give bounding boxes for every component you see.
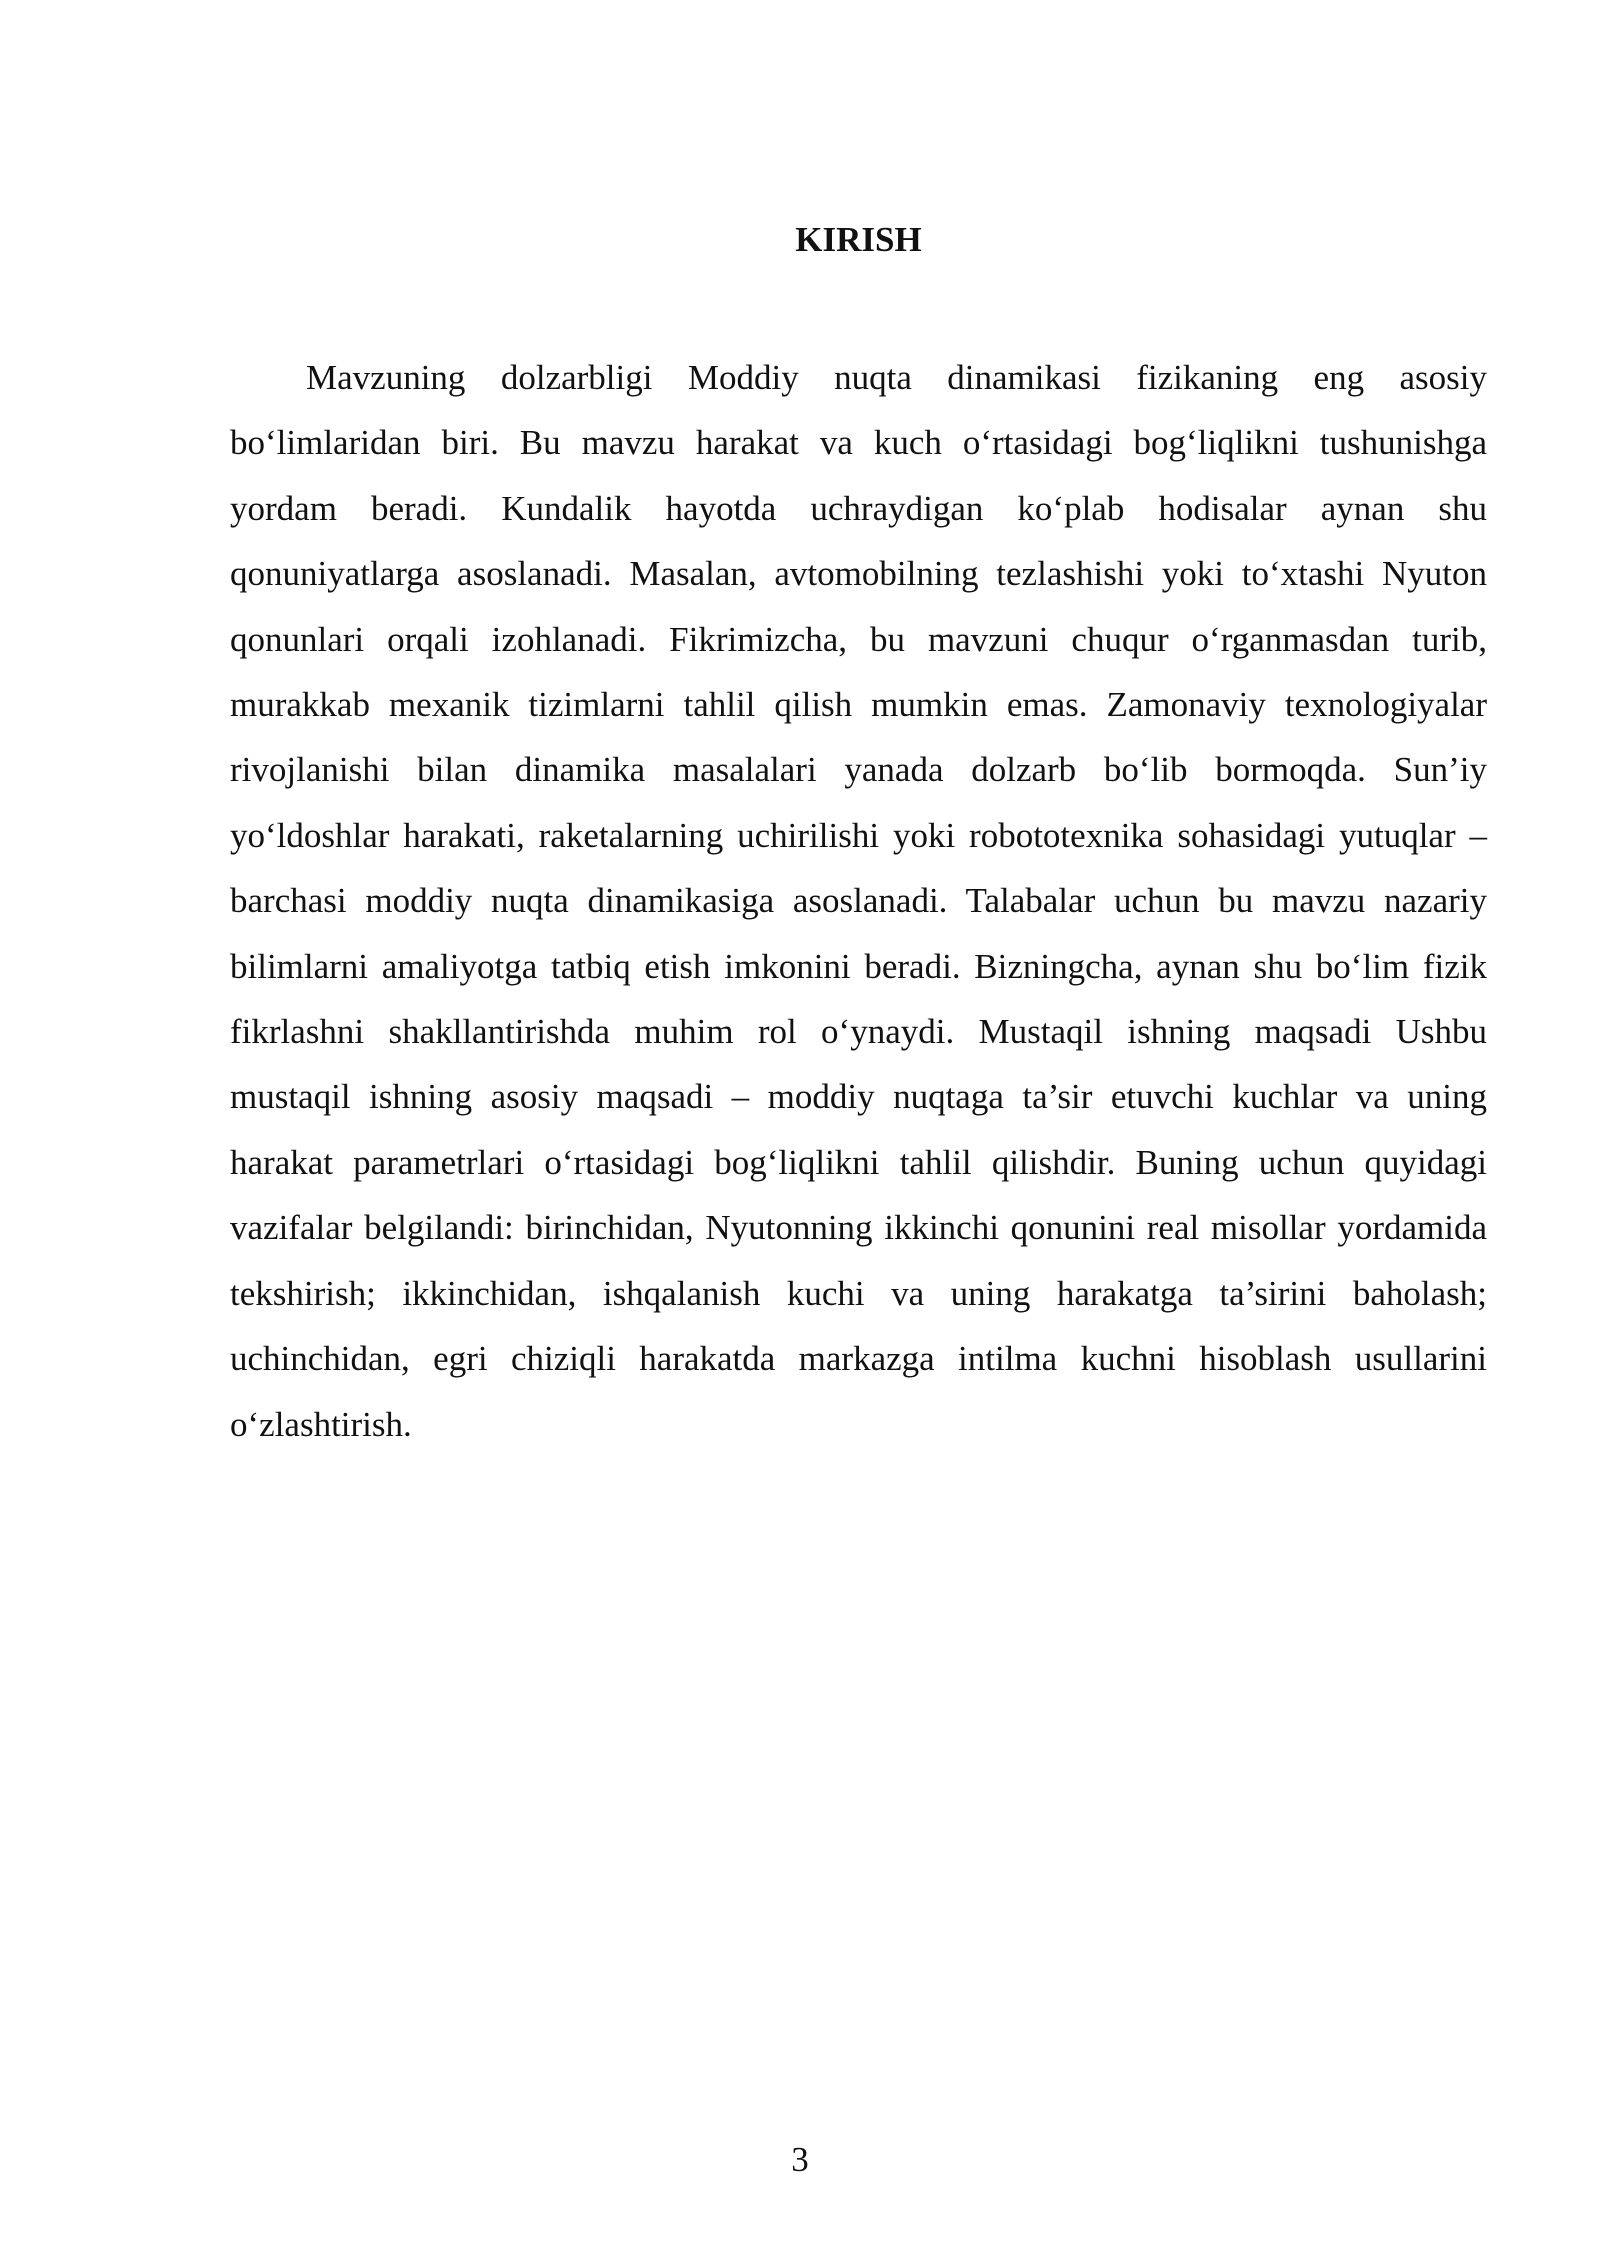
page-number: 3 (791, 2140, 809, 2179)
section-heading: KIRISH (795, 220, 922, 259)
body-paragraph: Mavzuning dolzarbligi Moddiy nuqta dinamikasi fizikaning eng asosiy bo‘limlaridan biri. Bu mavzu harakat va kuch o‘rtasidagi bog‘liqlikni tushunishga yordam beradi. Kundalik hayotda uchraydigan ko‘plab hodisalar aynan shu qonuniyatlarga asoslanadi. Masalan, avtomobilning tezlashishi yoki to‘xtashi Nyuton qonunlari orqali izohlanadi. Fikrimizcha, bu mavzuni chuqur o‘rganmasdan turib, murakkab mexanik tizimlarni tahlil qilish mumkin emas. Zamonaviy texnologiyalar rivojlanishi bilan dinamika masalalari yanada dolzarb bo‘lib bormoqda. Sun’iy yo‘ldoshlar harakati, raketalarning uchirilishi yoki robototexnika sohasidagi yutuqlar – barchasi moddiy nuqta dinamikasiga asoslanadi. Talabalar uchun bu mavzu nazariy bilimlarni amaliyotga tatbiq etish imkonini beradi. Bizningcha, aynan shu bo‘lim fizik fikrlashni shakllantirishda muhim rol o‘ynaydi. Mustaqil ishning maqsadi Ushbu mustaqil ishning asosiy maqsadi – moddiy nuqtaga ta’sir etuvchi kuchlar va uning harakat parametrlari o‘rtasidagi bog‘liqlikni tahlil qilishdir. Buning uchun quyidagi vazifalar belgilandi: birinchidan, Nyutonning ikkinchi qonunini real misollar yordamida tekshirish; ikkinchidan, ishqalanish kuchi va uning harakatga ta’sirini baholash; uchinchidan, egri chiziqli harakatda markazga intilma kuchni hisoblash usullarini o‘zlashtirish. (230, 358, 1487, 1444)
